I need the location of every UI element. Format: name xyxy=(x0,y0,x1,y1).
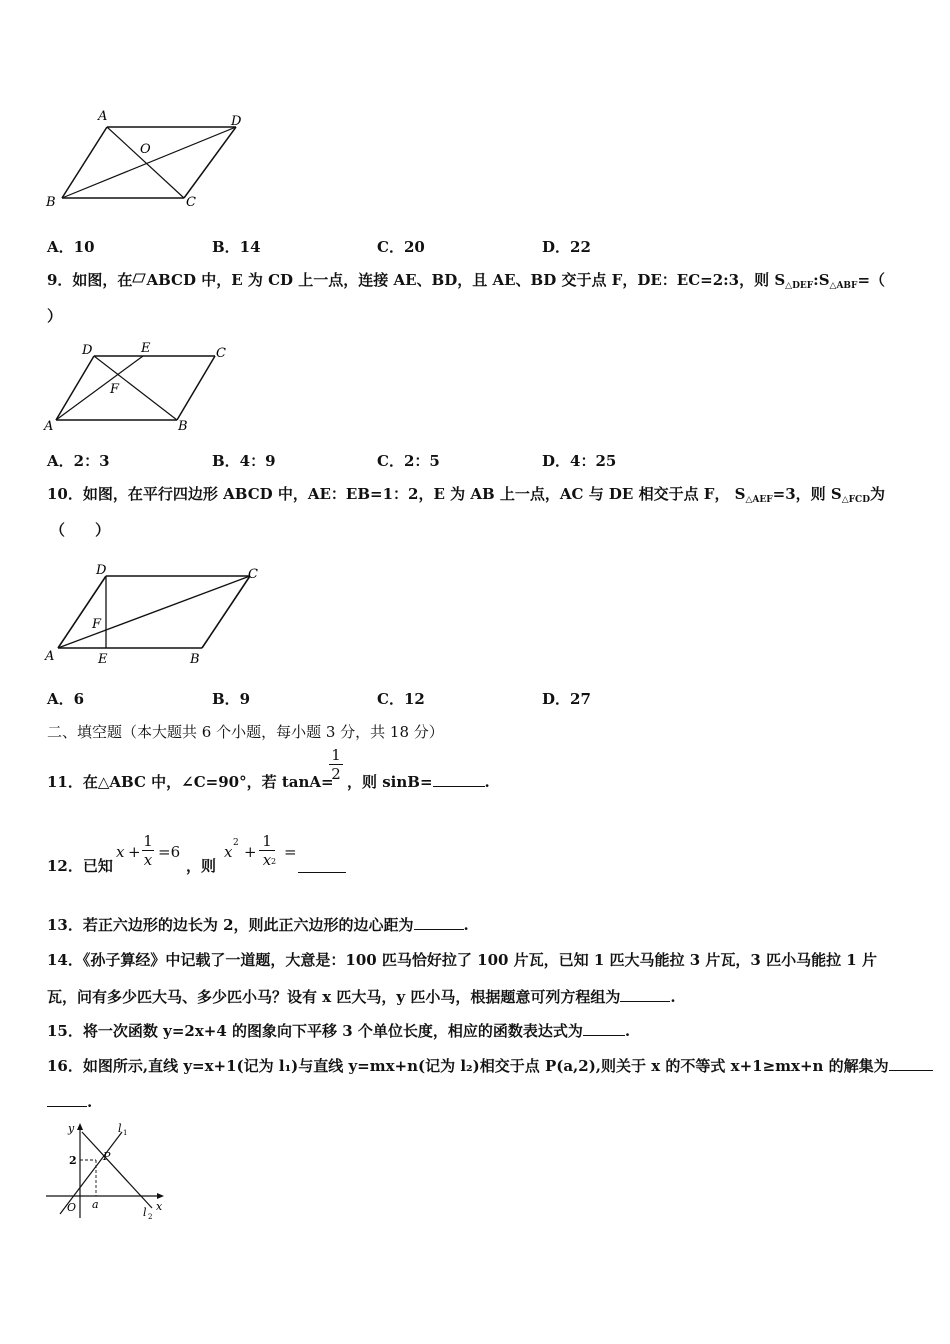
q12-sup: 2 xyxy=(233,838,239,848)
q9-sub-abf: △ABF xyxy=(829,281,858,291)
q11-part1: 11．在△ABC 中，∠C=90°，若 tanA= xyxy=(47,773,334,791)
label-B: B xyxy=(46,195,56,210)
q11-tail xyxy=(347,772,490,792)
q10-option-c: C．12 xyxy=(377,690,425,708)
q9-option-b: B．4：9 xyxy=(212,452,276,470)
label-a: a xyxy=(92,1198,99,1211)
q11-frac-num: 1 xyxy=(331,746,341,764)
line-graph-figure-q16 xyxy=(40,1118,175,1223)
q9-stem-part1: 9．如图，在 xyxy=(47,271,133,289)
label-B: B xyxy=(178,419,188,434)
label-l2-sub: 2 xyxy=(148,1213,153,1221)
q16-answer-blank-1[interactable] xyxy=(889,1056,933,1071)
q12-answer-blank[interactable] xyxy=(298,858,346,873)
q16-answer-blank-2[interactable] xyxy=(47,1092,87,1107)
parallelogram-figure-q8 xyxy=(40,105,260,215)
q13-end: . xyxy=(463,916,469,934)
q9-close-paren: ） xyxy=(47,307,63,325)
q12-x: x xyxy=(116,843,125,861)
q10-option-d: D．27 xyxy=(542,690,591,708)
q10-stem-part2: =3，则 S xyxy=(772,485,842,503)
label-l2: l xyxy=(143,1206,147,1219)
label-O: O xyxy=(67,1201,77,1214)
q14-answer-blank[interactable] xyxy=(620,987,670,1002)
q15-end: . xyxy=(624,1022,631,1040)
q8-option-a: A．10 xyxy=(47,238,95,256)
q9-stem-end: =（ xyxy=(857,271,886,289)
q15 xyxy=(47,1021,630,1041)
label-F: F xyxy=(92,617,102,632)
q9-option-a: A．2：3 xyxy=(47,452,110,470)
q14-end: . xyxy=(670,988,676,1006)
label-F: F xyxy=(110,382,120,397)
label-D: D xyxy=(82,343,93,358)
label-E: E xyxy=(141,341,151,356)
label-A: A xyxy=(44,419,54,434)
q10-stem xyxy=(47,484,885,510)
parallelogram-figure-q9 xyxy=(40,340,240,435)
q8-option-b: B．14 xyxy=(212,238,261,256)
q10-option-a: A．6 xyxy=(47,690,85,708)
q8-option-d: D．22 xyxy=(542,238,591,256)
label-A: A xyxy=(98,109,108,124)
q12-fraction-1 xyxy=(141,832,155,869)
q9-colon: :S xyxy=(813,271,830,289)
q12-part1: 12．已知 xyxy=(47,857,113,875)
q13 xyxy=(47,915,469,935)
q8-option-c: C．20 xyxy=(377,238,425,256)
parallelogram-symbol-icon xyxy=(132,273,146,283)
q10-paren: （ ） xyxy=(50,521,111,539)
q15-text: 15．将一次函数 y=2x+4 的图象向下平移 3 个单位长度，相应的函数表达式为 xyxy=(47,1022,583,1040)
q9-option-c: C．2：5 xyxy=(377,452,440,470)
parallelogram-figure-q10 xyxy=(40,560,270,670)
q12-frac2-den: x xyxy=(262,851,272,869)
label-x: x xyxy=(156,1200,163,1213)
q12-frac1-num: 1 xyxy=(143,832,153,850)
q15-answer-blank[interactable] xyxy=(583,1021,625,1036)
q14-line2: 瓦，问有多少匹大马、多少匹小马？设有 x 匹大马，y 匹小马，根据题意可列方程组为 xyxy=(47,988,621,1006)
label-D: D xyxy=(231,114,242,129)
q13-text: 13．若正六边形的边长为 2，则此正六边形的边心距为 xyxy=(47,916,414,934)
q10-sub-aef: △AEF xyxy=(745,495,773,505)
q12-frac1-den: x xyxy=(143,851,153,869)
q14-line2-wrap xyxy=(47,987,676,1007)
q12-eq6: =6 xyxy=(158,843,181,861)
section-title: 二、填空题（本大题共 6 个小题，每小题 3 分，共 18 分） xyxy=(47,723,444,741)
q11-fraction xyxy=(328,746,344,783)
label-C: C xyxy=(216,346,226,361)
q9-option-d: D．4：25 xyxy=(542,452,617,470)
q10-stem-end: 为 xyxy=(870,485,886,503)
q16-line2 xyxy=(47,1092,92,1112)
q9-stem-part2: ABCD 中，E 为 CD 上一点，连接 AE、BD，且 AE、BD 交于点 F，DE：EC=2:3，则 S xyxy=(146,271,786,289)
q12-frac2-num: 1 xyxy=(262,832,272,850)
label-l1-sub: 1 xyxy=(123,1129,128,1137)
q12-eq: = xyxy=(284,843,297,861)
label-D: D xyxy=(96,563,107,578)
q12-part2: ，则 xyxy=(186,857,217,875)
label-E: E xyxy=(98,652,108,667)
label-P: P xyxy=(103,1150,111,1163)
label-2: 2 xyxy=(69,1154,77,1167)
q11-part2: ，则 sinB= xyxy=(347,773,433,791)
q10-option-b: B．9 xyxy=(212,690,251,708)
q16-line1: 16．如图所示,直线 y=x+1(记为 l₁)与直线 y=mx+n(记为 l₂)相交于点 P(a,2),则关于 x 的不等式 x+1≥mx+n 的解集为 xyxy=(47,1057,889,1075)
label-C: C xyxy=(248,567,258,582)
q9-sub-def: △DEF xyxy=(785,281,814,291)
q12-plus: + xyxy=(128,843,141,861)
q16 xyxy=(47,1056,933,1076)
q10-stem-part1: 10．如图，在平行四边形 ABCD 中，AE：EB=1：2，E 为 AB 上一点，AC 与 DE 相交于点 F， S xyxy=(47,485,746,503)
q13-answer-blank[interactable] xyxy=(414,915,464,930)
q14-line1: 14．《孙子算经》中记载了一道题，大意是：100 匹马恰好拉了 100 片瓦，已知 1 匹大马能拉 3 片瓦，3 匹小马能拉 1 片 xyxy=(47,951,877,969)
label-l1: l xyxy=(118,1122,122,1135)
q11-end: . xyxy=(484,773,490,791)
q9-stem xyxy=(47,270,885,296)
label-C: C xyxy=(186,195,196,210)
label-A: A xyxy=(45,649,55,664)
q10-sub-fcd: △FCD xyxy=(841,495,871,505)
q16-end: . xyxy=(87,1093,93,1111)
label-y: y xyxy=(68,1122,75,1135)
q11-frac-den: 2 xyxy=(331,765,341,783)
label-O: O xyxy=(140,142,151,157)
label-B: B xyxy=(190,652,200,667)
q11-answer-blank[interactable] xyxy=(433,772,485,787)
q12-x2: x xyxy=(224,843,233,861)
